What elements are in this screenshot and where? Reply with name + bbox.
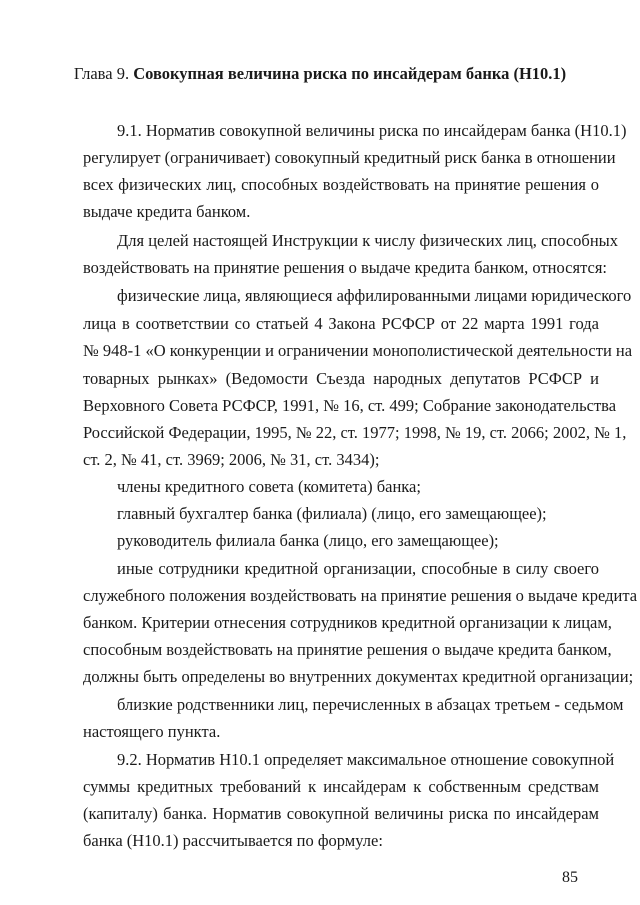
text-line: 9.2. Норматив Н10.1 определяет максимальное отношение совокупной bbox=[117, 750, 615, 769]
text-line: главный бухгалтер банка (филиала) (лицо, его замещающее); bbox=[117, 504, 547, 523]
text-line: настоящего пункта. bbox=[83, 722, 221, 741]
text-line: иные сотрудники кредитной организации, способные в силу своего bbox=[117, 559, 599, 578]
text-line: суммы кредитных требований к инсайдерам к собственным средствам bbox=[83, 777, 599, 796]
chapter-heading-title: Совокупная величина риска по инсайдерам банка (Н10.1) bbox=[133, 64, 567, 83]
text-line: № 948-1 «О конкуренции и ограничении монополистической деятельности на bbox=[83, 341, 633, 360]
text-line: должны быть определены во внутренних документах кредитной организации; bbox=[83, 667, 634, 686]
text-line: Российской Федерации, 1995, № 22, ст. 1977; 1998, № 19, ст. 2066; 2002, № 1, bbox=[83, 423, 627, 442]
text-line: ст. 2, № 41, ст. 3969; 2006, № 31, ст. 3434); bbox=[83, 450, 380, 469]
chapter-heading-prefix: Глава 9. bbox=[73, 64, 134, 83]
text-line: члены кредитного совета (комитета) банка; bbox=[117, 477, 421, 496]
text-line: близкие родственники лиц, перечисленных в абзацах третьем - седьмом bbox=[117, 695, 624, 714]
chapter-heading bbox=[0, 64, 640, 84]
text-line: товарных рынках» (Ведомости Съезда народных депутатов РСФСР и bbox=[83, 369, 599, 388]
text-line: служебного положения воздействовать на принятие решения о выдаче кредита bbox=[83, 586, 638, 605]
text-line: банком. Критерии отнесения сотрудников кредитной организации к лицам, bbox=[83, 613, 612, 632]
text-line: лица в соответствии со статьей 4 Закона РСФСР от 22 марта 1991 года bbox=[83, 314, 599, 333]
text-line: 9.1. Норматив совокупной величины риска по инсайдерам банка (Н10.1) bbox=[117, 121, 627, 140]
text-line: способным воздействовать на принятие решения о выдаче кредита банком, bbox=[83, 640, 612, 659]
text-line: банка (Н10.1) рассчитывается по формуле: bbox=[83, 831, 383, 850]
text-line: физические лица, являющиеся аффилированными лицами юридического bbox=[117, 286, 632, 305]
text-line: всех физических лиц, способных воздействовать на принятие решения о bbox=[83, 175, 599, 194]
text-line: (капиталу) банка. Норматив совокупной величины риска по инсайдерам bbox=[83, 804, 599, 823]
text-line: регулирует (ограничивает) совокупный кредитный риск банка в отношении bbox=[83, 148, 616, 167]
text-line: руководитель филиала банка (лицо, его замещающее); bbox=[117, 531, 499, 550]
text-line: Верховного Совета РСФСР, 1991, № 16, ст. 499; Собрание законодательства bbox=[83, 396, 617, 415]
text-line: Для целей настоящей Инструкции к числу физических лиц, способных bbox=[117, 231, 618, 250]
page-number: 85 bbox=[562, 869, 578, 886]
text-line: воздействовать на принятие решения о выдаче кредита банком, относятся: bbox=[83, 258, 607, 277]
text-line: выдаче кредита банком. bbox=[83, 202, 251, 221]
